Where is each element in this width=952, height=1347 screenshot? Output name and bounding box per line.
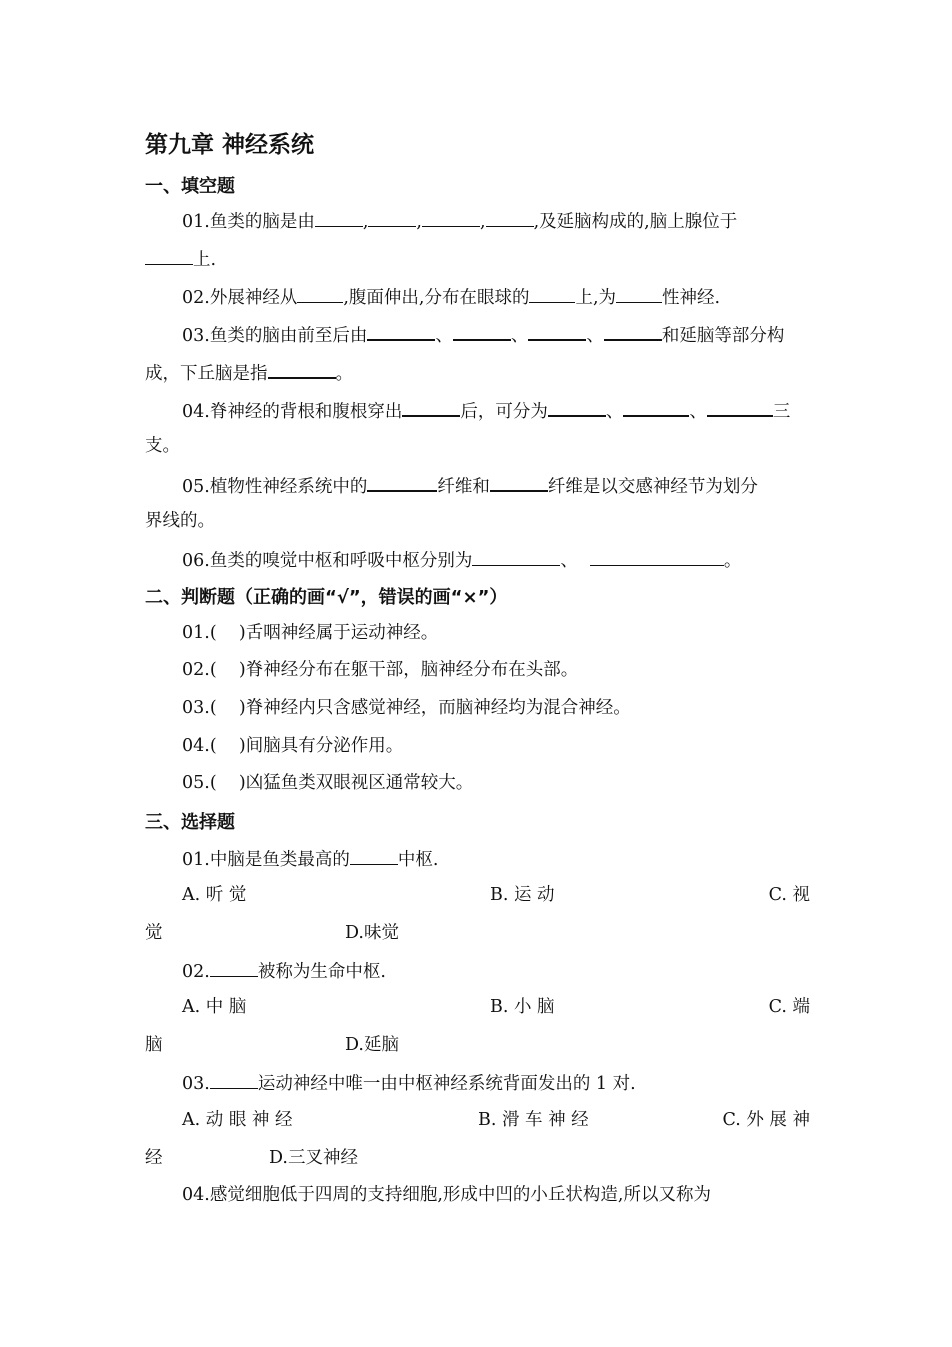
judge-question-2: 02.( )脊神经分布在躯干部，脑神经分布在头部。 bbox=[182, 660, 579, 680]
answer-blank[interactable] bbox=[350, 846, 398, 865]
chapter-title: 第九章 神经系统 bbox=[145, 132, 315, 158]
fill-question-5: 05.植物性神经系统中的 纤维和 纤维是以交感神经节为划分 bbox=[182, 472, 810, 499]
answer-blank[interactable] bbox=[367, 321, 435, 341]
answer-blank[interactable] bbox=[590, 547, 724, 566]
option-a[interactable]: A. 中 脑 bbox=[182, 997, 247, 1017]
answer-blank[interactable] bbox=[210, 1070, 258, 1089]
option-d[interactable]: D.三叉神经 bbox=[269, 1148, 358, 1168]
answer-blank[interactable] bbox=[315, 208, 363, 227]
answer-blank[interactable] bbox=[490, 472, 548, 492]
option-a[interactable]: A. 动 眼 神 经 bbox=[182, 1110, 293, 1130]
fill-question-5-continued: 界线的。 bbox=[145, 511, 215, 531]
option-d[interactable]: D.味觉 bbox=[345, 923, 399, 943]
choice-question-3: 03. 运动神经中唯一由中枢神经系统背面发出的 1 对. bbox=[182, 1070, 810, 1096]
fill-question-4-continued: 支。 bbox=[145, 436, 180, 456]
answer-blank[interactable] bbox=[604, 321, 662, 341]
option-c[interactable]: C. 视 bbox=[768, 885, 810, 905]
option-a[interactable]: A. 听 觉 bbox=[182, 885, 247, 905]
option-c-continued: 觉 bbox=[145, 923, 163, 943]
option-b[interactable]: B. 滑 车 神 经 bbox=[478, 1110, 589, 1130]
answer-blank[interactable] bbox=[529, 284, 575, 303]
option-b[interactable]: B. 小 脑 bbox=[490, 997, 555, 1017]
answer-blank[interactable] bbox=[486, 208, 534, 227]
choice-question-4: 04.感觉细胞低于四周的支持细胞,形成中凹的小丘状构造,所以又称为 bbox=[182, 1185, 711, 1205]
judge-question-5: 05.( )凶猛鱼类双眼视区通常较大。 bbox=[182, 773, 474, 793]
answer-blank[interactable] bbox=[548, 397, 606, 417]
answer-blank[interactable] bbox=[623, 397, 689, 417]
answer-blank[interactable] bbox=[707, 397, 773, 417]
answer-blank[interactable] bbox=[528, 321, 586, 341]
fill-question-2: 02.外展神经从 ,腹面伸出,分布在眼球的 上,为 性神经. bbox=[182, 284, 810, 310]
option-c[interactable]: C. 端 bbox=[768, 997, 810, 1017]
judge-question-1: 01.( )舌咽神经属于运动神经。 bbox=[182, 623, 439, 643]
answer-blank[interactable] bbox=[145, 246, 193, 265]
section-heading-choice: 三、选择题 bbox=[145, 812, 235, 833]
option-d[interactable]: D.延脑 bbox=[345, 1035, 399, 1055]
option-c-continued: 脑 bbox=[145, 1035, 163, 1055]
option-b[interactable]: B. 运 动 bbox=[490, 885, 555, 905]
answer-blank[interactable] bbox=[268, 359, 336, 379]
answer-blank[interactable] bbox=[472, 547, 560, 566]
option-c[interactable]: C. 外 展 神 bbox=[722, 1110, 810, 1130]
answer-blank[interactable] bbox=[453, 321, 511, 341]
answer-blank[interactable] bbox=[402, 397, 460, 417]
fill-question-6: 06.鱼类的嗅觉中枢和呼吸中枢分别为 、 。 bbox=[182, 547, 810, 573]
answer-blank[interactable] bbox=[367, 472, 437, 492]
fill-question-4: 04.脊神经的背根和腹根穿出 后，可分为 、 、 三 bbox=[182, 397, 810, 424]
answer-blank[interactable] bbox=[616, 284, 662, 303]
judge-question-3: 03.( )脊神经内只含感觉神经，而脑神经均为混合神经。 bbox=[182, 698, 631, 718]
answer-blank[interactable] bbox=[422, 208, 480, 227]
fill-question-1: 01.鱼类的脑是由 , , , ,及延脑构成的,脑上腺位于 bbox=[182, 208, 810, 234]
judge-question-4: 04.( )间脑具有分泌作用。 bbox=[182, 736, 404, 756]
section-heading-judge: 二、判断题（正确的画“√”，错误的画“×”） bbox=[145, 587, 508, 608]
answer-blank[interactable] bbox=[297, 284, 343, 303]
fill-question-3-continued: 成，下丘脑是指 。 bbox=[145, 359, 810, 386]
fill-question-1-continued: 上. bbox=[145, 246, 810, 272]
fill-question-3: 03.鱼类的脑由前至后由 、 、 、 和延脑等部分构 bbox=[182, 321, 810, 348]
answer-blank[interactable] bbox=[210, 958, 258, 977]
section-heading-fill: 一、填空题 bbox=[145, 176, 235, 197]
choice-question-2: 02. 被称为生命中枢. bbox=[182, 958, 810, 984]
choice-question-1: 01.中脑是鱼类最高的 中枢. bbox=[182, 846, 810, 872]
option-c-continued: 经 bbox=[145, 1148, 163, 1168]
answer-blank[interactable] bbox=[368, 208, 416, 227]
